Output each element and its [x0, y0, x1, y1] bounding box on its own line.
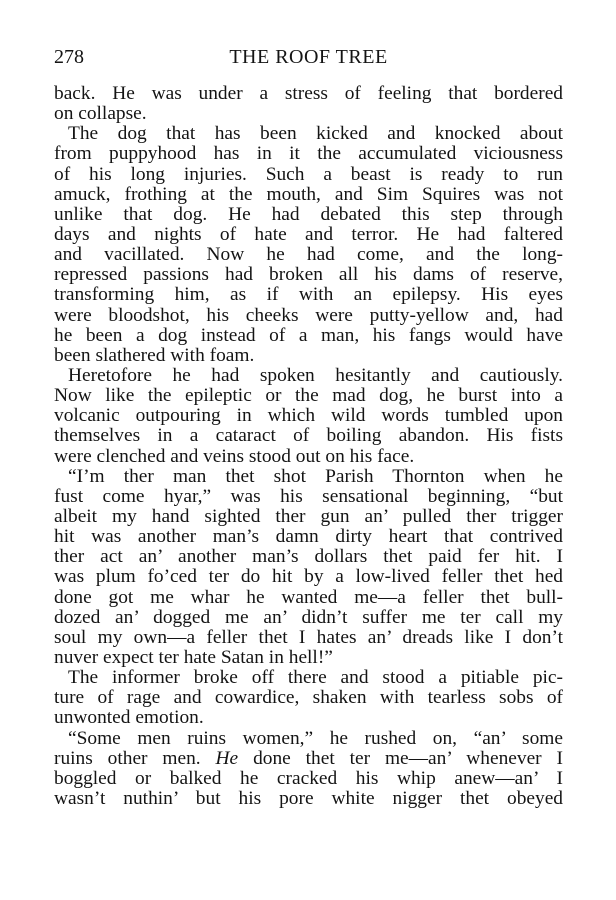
text-line: ture of rage and cowardice, shaken with tearless sobs of: [54, 687, 563, 709]
text-line: days and nights of hate and terror. He had faltered: [54, 223, 563, 245]
text-line: done got me whar he wanted me—a feller thet bull-: [54, 586, 563, 608]
page-body-text: [54, 84, 563, 809]
running-header: [54, 46, 563, 72]
text-line: repressed passions had broken all his dams of reserve,: [54, 264, 563, 286]
text-line: ruins other men. He done thet ter me—an’ whenever I: [54, 747, 563, 769]
text-line: on collapse.: [54, 103, 147, 125]
italic-emphasis: He: [215, 747, 239, 769]
text-line: he been a dog instead of a man, his fangs would have: [54, 324, 563, 346]
paragraph: [54, 124, 563, 366]
text-line: from puppyhood has in it the accumulated viciousness: [54, 143, 563, 165]
text-line: and vacillated. Now he had come, and the long-: [54, 244, 563, 266]
text-line: “Some men ruins women,” he rushed on, “an’ some: [68, 727, 563, 749]
text-line: Heretofore he had spoken hesitantly and cautiously.: [68, 364, 563, 386]
text-line: Now like the epileptic or the mad dog, he burst into a: [54, 385, 563, 407]
text-line: hit was another man’s damn dirty heart that contrived: [54, 526, 563, 548]
text-line: unlike that dog. He had debated this step through: [54, 203, 563, 225]
text-line: “I’m ther man thet shot Parish Thornton when he: [68, 465, 563, 487]
text-line: amuck, frothing at the mouth, and Sim Squires was not: [54, 183, 563, 205]
text-line: The dog that has been kicked and knocked about: [68, 123, 563, 145]
text-line: albeit my hand sighted ther gun an’ pulled ther trigger: [54, 505, 563, 527]
paragraph: [54, 467, 563, 668]
text-line: wasn’t nuthin’ but his pore white nigger thet obeyed: [54, 787, 563, 809]
text-line: dozed an’ dogged me an’ didn’t suffer me ter call my: [54, 606, 563, 628]
text-line: of his long injuries. Such a beast is ready to run: [54, 163, 563, 185]
text-line: themselves in a cataract of boiling abandon. His fists: [54, 425, 563, 447]
text-line: fust come hyar,” was his sensational beginning, “but: [54, 485, 563, 507]
text-line: ther act an’ another man’s dollars thet paid fer hit. I: [54, 546, 563, 568]
running-title: THE ROOF TREE: [229, 46, 388, 68]
text-line: been slathered with foam.: [54, 344, 255, 366]
text-line: soul my own—a feller thet I hates an’ dreads like I don’t: [54, 626, 563, 648]
page-number: 278: [54, 46, 84, 68]
paragraph: [54, 668, 563, 728]
text-line: were clenched and veins stood out on his face.: [54, 445, 415, 467]
text-line: nuver expect ter hate Satan in hell!”: [54, 646, 333, 668]
text-line: The informer broke off there and stood a pitiable pic-: [68, 667, 563, 689]
text-line: transforming him, as if with an epilepsy. His eyes: [54, 284, 563, 306]
paragraph: [54, 729, 563, 810]
text-line: boggled or balked he cracked his whip anew—an’ I: [54, 767, 563, 789]
text-line: were bloodshot, his cheeks were putty-yellow and, had: [54, 304, 563, 326]
text-line: volcanic outpouring in which wild words tumbled upon: [54, 405, 563, 427]
paragraph: [54, 366, 563, 467]
text-line: unwonted emotion.: [54, 707, 204, 729]
paragraph: [54, 84, 563, 124]
text-line: back. He was under a stress of feeling that bordered: [54, 83, 563, 104]
text-line: was plum fo’ced ter do hit by a low-lived feller thet hed: [54, 566, 563, 588]
